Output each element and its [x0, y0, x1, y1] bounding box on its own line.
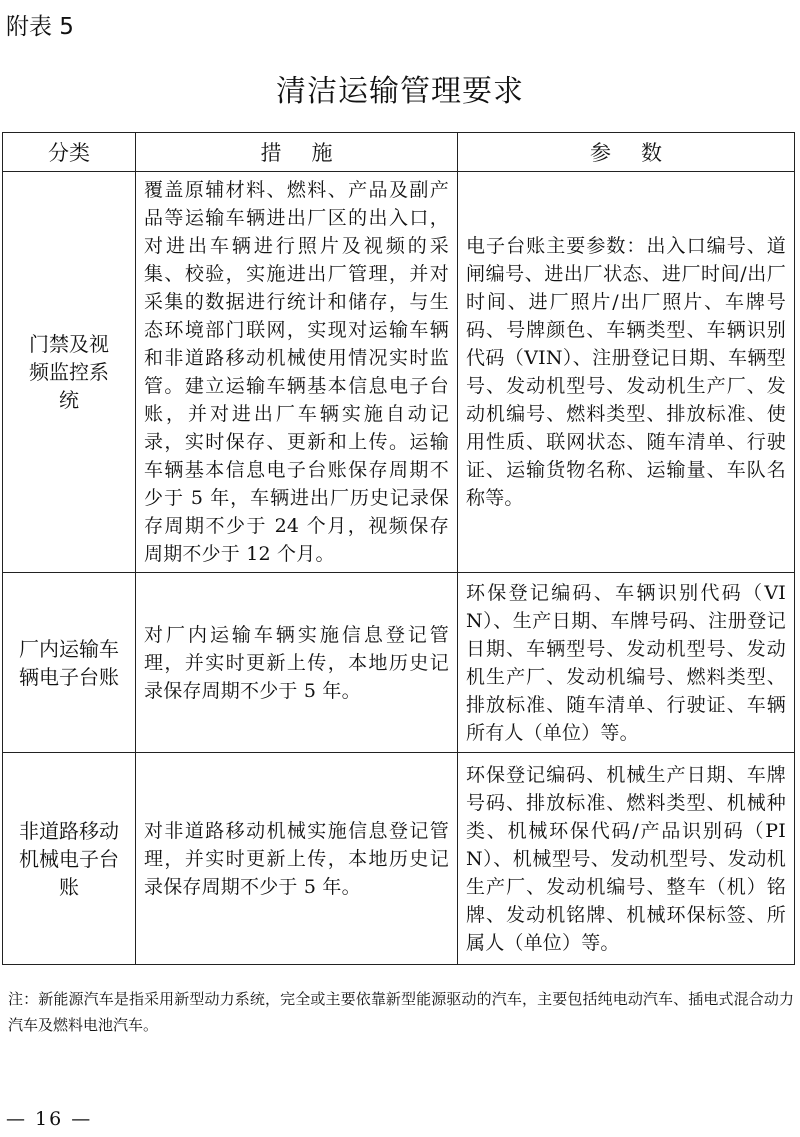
table-row [3, 172, 795, 573]
category-text: 门禁及视频监控系统 [29, 332, 109, 412]
row-parameters: 环保登记编码、机械生产日期、车牌号码、排放标准、燃料类型、机械种类、机械环保代码/产品识别码（PIN）、机械型号、发动机型号、发动机生产厂、发动机编号、整车（机）铭牌、发动机铭牌、机械环保标签、所属人（单位）等。 [458, 753, 795, 965]
category-text: 厂内运输车辆电子台账 [19, 636, 119, 689]
table-row [3, 573, 795, 753]
row-parameters: 环保登记编码、车辆识别代码（VIN）、生产日期、车牌号码、注册登记日期、车辆型号、发动机型号、发动机生产厂、发动机编号、燃料类型、排放标准、随车清单、行驶证、车辆所有人（单位）等。 [458, 573, 795, 753]
page-title: 清洁运输管理要求 [276, 74, 524, 109]
row-measures: 对厂内运输车辆实施信息登记管理，并实时更新上传，本地历史记录保存周期不少于 5 年。 [136, 573, 458, 753]
header-category: 分类 [3, 133, 136, 172]
page-number: — 16 — [6, 1108, 93, 1130]
appendix-label: 附表 5 [6, 14, 74, 40]
table-header-row [3, 133, 795, 172]
row-measures: 对非道路移动机械实施信息登记管理，并实时更新上传，本地历史记录保存周期不少于 5 年。 [136, 753, 458, 965]
row-category [3, 573, 136, 753]
row-parameters: 电子台账主要参数：出入口编号、道闸编号、进出厂状态、进厂时间/出厂时间、进厂照片/出厂照片、车牌号码、号牌颜色、车辆类型、车辆识别代码（VIN）、注册登记日期、车辆型号、发动机型号、发动机生产厂、发动机编号、燃料类型、排放标准、使用性质、联网状态、随车清单、行驶证、运输货物名称、运输量、车队名称等。 [458, 172, 795, 573]
footnote: 注：新能源汽车是指采用新型动力系统，完全或主要依靠新型能源驱动的汽车，主要包括纯电动汽车、插电式混合动力汽车及燃料电池汽车。 [8, 990, 794, 1034]
table-row [3, 753, 795, 965]
header-measures: 措施 [136, 133, 458, 172]
header-parameters: 参数 [458, 133, 795, 172]
category-text: 非道路移动机械电子台账 [19, 818, 119, 899]
requirements-table [2, 132, 795, 965]
row-category [3, 753, 136, 965]
row-measures: 覆盖原辅材料、燃料、产品及副产品等运输车辆进出厂区的出入口，对进出车辆进行照片及视频的采集、校验，实施进出厂管理，并对采集的数据进行统计和储存，与生态环境部门联网，实现对运输车辆和非道路移动机械使用情况实时监管。建立运输车辆基本信息电子台账，并对进出厂车辆实施自动记录，实时保存、更新和上传。运输车辆基本信息电子台账保存周期不少于 5 年，车辆进出厂历史记录保存周期不少于 24 个月，视频保存周期不少于 12 个月。 [136, 172, 458, 573]
row-category [3, 172, 136, 573]
